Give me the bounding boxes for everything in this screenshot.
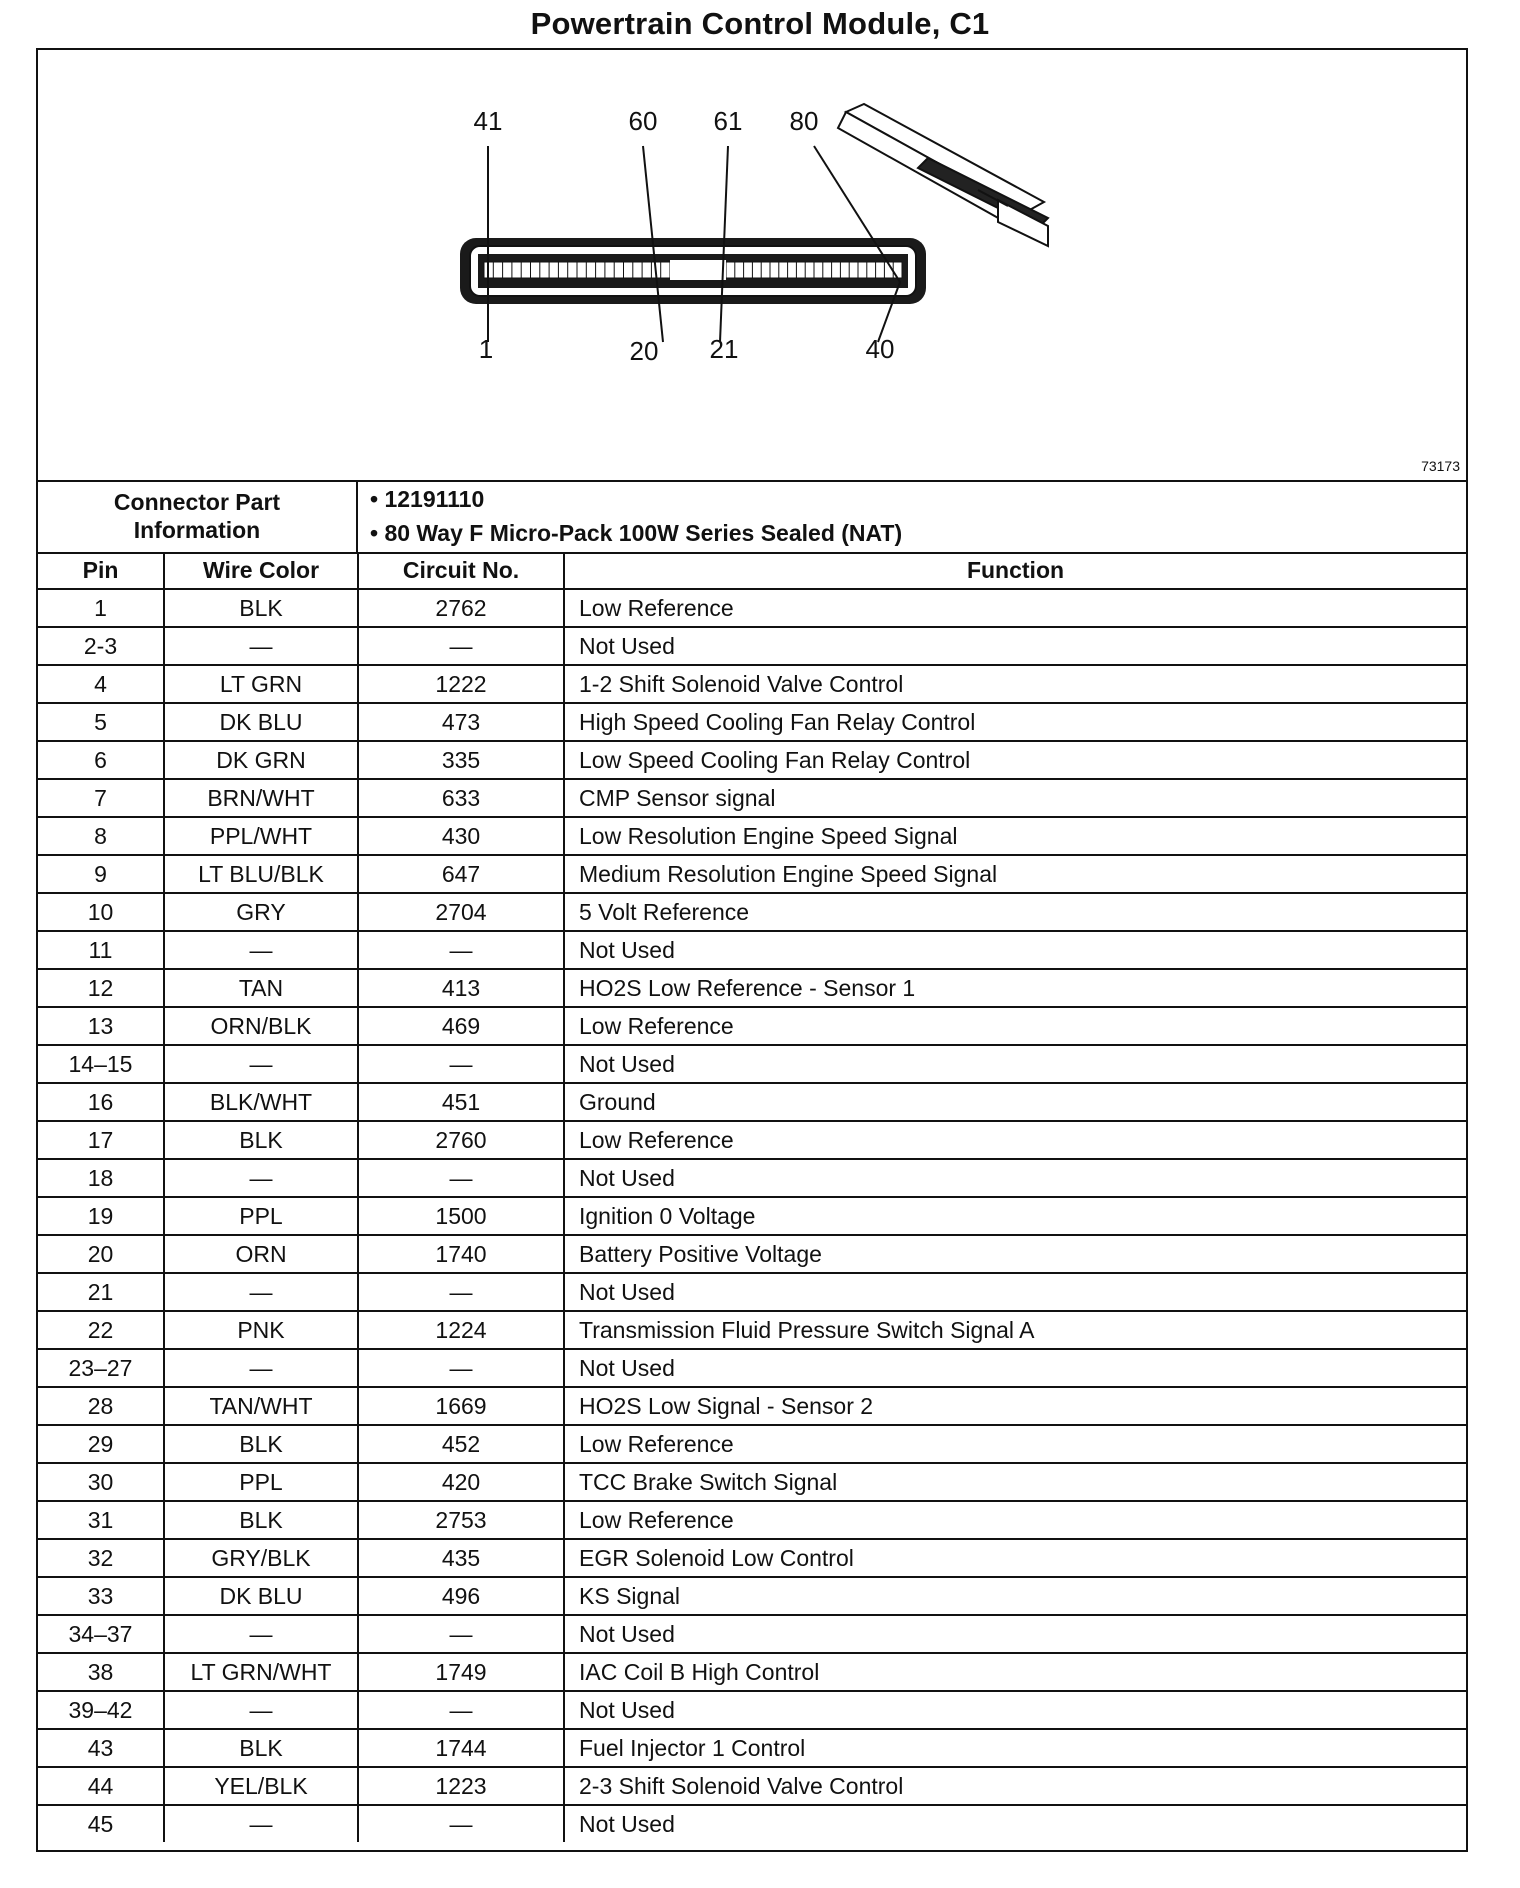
connector-key bbox=[670, 260, 726, 280]
table-row bbox=[38, 703, 1466, 741]
header-circuit-no: Circuit No. bbox=[358, 552, 564, 589]
function-cell: Low Reference bbox=[564, 1121, 1466, 1159]
table-row bbox=[38, 1691, 1466, 1729]
pin-cell: 12 bbox=[38, 969, 164, 1007]
circuit-no-cell: 1224 bbox=[358, 1311, 564, 1349]
function-cell: 2-3 Shift Solenoid Valve Control bbox=[564, 1767, 1466, 1805]
circuit-no-cell: 1744 bbox=[358, 1729, 564, 1767]
circuit-no-cell: — bbox=[358, 1349, 564, 1387]
wire-color-cell: — bbox=[164, 1805, 358, 1842]
function-cell: Not Used bbox=[564, 1273, 1466, 1311]
wire-color-cell: GRY/BLK bbox=[164, 1539, 358, 1577]
circuit-no-cell: 2753 bbox=[358, 1501, 564, 1539]
table-row bbox=[38, 1425, 1466, 1463]
wire-color-cell: — bbox=[164, 1045, 358, 1083]
table-row bbox=[38, 1235, 1466, 1273]
pin-cell: 2-3 bbox=[38, 627, 164, 665]
connector-info-list bbox=[370, 482, 902, 550]
table-row bbox=[38, 1729, 1466, 1767]
function-cell: Ignition 0 Voltage bbox=[564, 1197, 1466, 1235]
circuit-no-cell: 1223 bbox=[358, 1767, 564, 1805]
function-cell: Not Used bbox=[564, 1615, 1466, 1653]
pin-cell: 17 bbox=[38, 1121, 164, 1159]
table-row bbox=[38, 1197, 1466, 1235]
function-cell: Not Used bbox=[564, 1349, 1466, 1387]
function-cell: Not Used bbox=[564, 1691, 1466, 1729]
circuit-no-cell: 473 bbox=[358, 703, 564, 741]
pin-cell: 23–27 bbox=[38, 1349, 164, 1387]
function-cell: Not Used bbox=[564, 1045, 1466, 1083]
table-row bbox=[38, 855, 1466, 893]
table-row bbox=[38, 589, 1466, 627]
table-row bbox=[38, 1615, 1466, 1653]
pin-cell: 44 bbox=[38, 1767, 164, 1805]
pin-label-21: 21 bbox=[709, 334, 739, 364]
circuit-no-cell: — bbox=[358, 627, 564, 665]
pin-label-61: 61 bbox=[713, 106, 743, 136]
wire-color-cell: LT BLU/BLK bbox=[164, 855, 358, 893]
pin-label-80: 80 bbox=[789, 106, 819, 136]
circuit-no-cell: 469 bbox=[358, 1007, 564, 1045]
wire-color-cell: TAN/WHT bbox=[164, 1387, 358, 1425]
pin-cell: 32 bbox=[38, 1539, 164, 1577]
circuit-no-cell: 647 bbox=[358, 855, 564, 893]
pin-cell: 29 bbox=[38, 1425, 164, 1463]
pin-cell: 18 bbox=[38, 1159, 164, 1197]
function-cell: Low Reference bbox=[564, 1501, 1466, 1539]
figure-id: 73173 bbox=[1421, 458, 1460, 474]
circuit-no-cell: — bbox=[358, 1691, 564, 1729]
function-cell: Not Used bbox=[564, 931, 1466, 969]
wire-color-cell: DK BLU bbox=[164, 1577, 358, 1615]
function-cell: CMP Sensor signal bbox=[564, 779, 1466, 817]
wire-color-cell: — bbox=[164, 1615, 358, 1653]
table-row bbox=[38, 1311, 1466, 1349]
wire-color-cell: ORN bbox=[164, 1235, 358, 1273]
pin-cell: 34–37 bbox=[38, 1615, 164, 1653]
circuit-no-cell: 430 bbox=[358, 817, 564, 855]
wire-color-cell: LT GRN bbox=[164, 665, 358, 703]
table-row bbox=[38, 893, 1466, 931]
function-cell: Fuel Injector 1 Control bbox=[564, 1729, 1466, 1767]
table-row bbox=[38, 1501, 1466, 1539]
pin-cell: 1 bbox=[38, 589, 164, 627]
table-row bbox=[38, 1045, 1466, 1083]
header-wire-color: Wire Color bbox=[164, 552, 358, 589]
pin-cell: 22 bbox=[38, 1311, 164, 1349]
wire-color-cell: BLK/WHT bbox=[164, 1083, 358, 1121]
connector-diagram bbox=[38, 50, 1466, 482]
wire-color-cell: YEL/BLK bbox=[164, 1767, 358, 1805]
circuit-no-cell: — bbox=[358, 1805, 564, 1842]
table-row bbox=[38, 1007, 1466, 1045]
connector-part-info bbox=[38, 480, 1466, 554]
function-cell: IAC Coil B High Control bbox=[564, 1653, 1466, 1691]
pin-cell: 14–15 bbox=[38, 1045, 164, 1083]
function-cell: KS Signal bbox=[564, 1577, 1466, 1615]
pinout-table bbox=[38, 552, 1466, 1842]
wire-color-cell: — bbox=[164, 1273, 358, 1311]
circuit-no-cell: 435 bbox=[358, 1539, 564, 1577]
pin-cell: 45 bbox=[38, 1805, 164, 1842]
circuit-no-cell: 1500 bbox=[358, 1197, 564, 1235]
circuit-no-cell: — bbox=[358, 931, 564, 969]
header-pin: Pin bbox=[38, 552, 164, 589]
pin-cell: 10 bbox=[38, 893, 164, 931]
circuit-no-cell: 335 bbox=[358, 741, 564, 779]
pin-label-41: 41 bbox=[473, 106, 503, 136]
circuit-no-cell: 2762 bbox=[358, 589, 564, 627]
pin-cell: 11 bbox=[38, 931, 164, 969]
function-cell: Transmission Fluid Pressure Switch Signal A bbox=[564, 1311, 1466, 1349]
circuit-no-cell: 452 bbox=[358, 1425, 564, 1463]
pin-cell: 30 bbox=[38, 1463, 164, 1501]
circuit-no-cell: 1669 bbox=[358, 1387, 564, 1425]
function-cell: Ground bbox=[564, 1083, 1466, 1121]
wire-color-cell: BLK bbox=[164, 1729, 358, 1767]
wire-color-cell: LT GRN/WHT bbox=[164, 1653, 358, 1691]
circuit-no-cell: 496 bbox=[358, 1577, 564, 1615]
connector-description: • 80 Way F Micro-Pack 100W Series Sealed (NAT) bbox=[370, 516, 902, 550]
circuit-no-cell: 1222 bbox=[358, 665, 564, 703]
table-row bbox=[38, 969, 1466, 1007]
table-row bbox=[38, 1387, 1466, 1425]
pin-cell: 20 bbox=[38, 1235, 164, 1273]
wire-color-cell: ORN/BLK bbox=[164, 1007, 358, 1045]
wire-color-cell: PNK bbox=[164, 1311, 358, 1349]
wire-color-cell: — bbox=[164, 931, 358, 969]
table-row bbox=[38, 665, 1466, 703]
wire-color-cell: — bbox=[164, 1349, 358, 1387]
table-row bbox=[38, 817, 1466, 855]
pin-cell: 16 bbox=[38, 1083, 164, 1121]
wire-color-cell: PPL bbox=[164, 1463, 358, 1501]
pin-label-40: 40 bbox=[865, 334, 895, 364]
function-cell: Low Reference bbox=[564, 1425, 1466, 1463]
table-row bbox=[38, 1577, 1466, 1615]
table-row bbox=[38, 1083, 1466, 1121]
circuit-no-cell: 413 bbox=[358, 969, 564, 1007]
function-cell: High Speed Cooling Fan Relay Control bbox=[564, 703, 1466, 741]
circuit-no-cell: 1740 bbox=[358, 1235, 564, 1273]
table-row bbox=[38, 1349, 1466, 1387]
function-cell: Low Reference bbox=[564, 589, 1466, 627]
pin-cell: 9 bbox=[38, 855, 164, 893]
wire-color-cell: BRN/WHT bbox=[164, 779, 358, 817]
wire-color-cell: BLK bbox=[164, 1425, 358, 1463]
function-cell: HO2S Low Reference - Sensor 1 bbox=[564, 969, 1466, 1007]
page-title: Powertrain Control Module, C1 bbox=[530, 6, 990, 41]
table-row bbox=[38, 931, 1466, 969]
table-row bbox=[38, 1121, 1466, 1159]
function-cell: 5 Volt Reference bbox=[564, 893, 1466, 931]
wire-color-cell: BLK bbox=[164, 1501, 358, 1539]
wire-color-cell: DK GRN bbox=[164, 741, 358, 779]
function-cell: Low Reference bbox=[564, 1007, 1466, 1045]
wire-color-cell: — bbox=[164, 1159, 358, 1197]
wire-color-cell: PPL bbox=[164, 1197, 358, 1235]
pin-cell: 8 bbox=[38, 817, 164, 855]
function-cell: Not Used bbox=[564, 627, 1466, 665]
pin-cell: 31 bbox=[38, 1501, 164, 1539]
table-row bbox=[38, 1539, 1466, 1577]
function-cell: Not Used bbox=[579, 1810, 675, 1837]
pin-cell: 38 bbox=[38, 1653, 164, 1691]
circuit-no-cell: — bbox=[358, 1159, 564, 1197]
connector-frame bbox=[36, 48, 1468, 1852]
circuit-no-cell: — bbox=[358, 1273, 564, 1311]
connector-info-label-text: Connector Part Information bbox=[113, 489, 281, 543]
function-cell: Medium Resolution Engine Speed Signal bbox=[564, 855, 1466, 893]
wire-color-cell: GRY bbox=[164, 893, 358, 931]
pin-label-20: 20 bbox=[629, 336, 659, 366]
function-cell: Low Resolution Engine Speed Signal bbox=[564, 817, 1466, 855]
connector-sketch bbox=[838, 104, 1048, 246]
table-row bbox=[38, 1653, 1466, 1691]
wire-color-cell: — bbox=[164, 627, 358, 665]
wire-color-cell: BLK bbox=[164, 1121, 358, 1159]
connector-illustration bbox=[38, 50, 1466, 480]
function-cell: EGR Solenoid Low Control bbox=[564, 1539, 1466, 1577]
circuit-no-cell: 451 bbox=[358, 1083, 564, 1121]
pin-cell: 7 bbox=[38, 779, 164, 817]
pin-label-1: 1 bbox=[478, 334, 494, 364]
pin-cell: 33 bbox=[38, 1577, 164, 1615]
wire-color-cell: PPL/WHT bbox=[164, 817, 358, 855]
pin-cell: 28 bbox=[38, 1387, 164, 1425]
circuit-no-cell: 633 bbox=[358, 779, 564, 817]
wire-color-cell: — bbox=[164, 1691, 358, 1729]
wire-color-cell: BLK bbox=[164, 589, 358, 627]
function-cell: 1-2 Shift Solenoid Valve Control bbox=[564, 665, 1466, 703]
pin-cell: 39–42 bbox=[38, 1691, 164, 1729]
circuit-no-cell: 2760 bbox=[358, 1121, 564, 1159]
pinout-table-body bbox=[38, 589, 1466, 1842]
circuit-no-cell: 1749 bbox=[358, 1653, 564, 1691]
table-row bbox=[38, 627, 1466, 665]
pin-cell: 6 bbox=[38, 741, 164, 779]
connector-part-number: • 12191110 bbox=[370, 482, 902, 516]
table-row bbox=[38, 1463, 1466, 1501]
function-cell: Battery Positive Voltage bbox=[564, 1235, 1466, 1273]
function-cell: HO2S Low Signal - Sensor 2 bbox=[564, 1387, 1466, 1425]
wire-color-cell: TAN bbox=[164, 969, 358, 1007]
function-cell: Low Speed Cooling Fan Relay Control bbox=[564, 741, 1466, 779]
pinout-header-row bbox=[38, 552, 1466, 589]
circuit-no-cell: 420 bbox=[358, 1463, 564, 1501]
circuit-no-cell: — bbox=[358, 1615, 564, 1653]
table-row bbox=[38, 1159, 1466, 1197]
circuit-no-cell: 2704 bbox=[358, 893, 564, 931]
pin-cell: 21 bbox=[38, 1273, 164, 1311]
wire-color-cell: DK BLU bbox=[164, 703, 358, 741]
table-row bbox=[38, 1767, 1466, 1805]
function-cell: Not Used bbox=[564, 1159, 1466, 1197]
function-cell: TCC Brake Switch Signal bbox=[564, 1463, 1466, 1501]
pin-cell: 4 bbox=[38, 665, 164, 703]
pin-cell: 5 bbox=[38, 703, 164, 741]
header-function: Function bbox=[564, 552, 1466, 589]
circuit-no-cell: — bbox=[358, 1045, 564, 1083]
table-row bbox=[38, 1805, 1466, 1842]
pin-label-60: 60 bbox=[628, 106, 658, 136]
pin-cell: 13 bbox=[38, 1007, 164, 1045]
pin-cell: 19 bbox=[38, 1197, 164, 1235]
pin-cell: 43 bbox=[38, 1729, 164, 1767]
table-row bbox=[38, 779, 1466, 817]
table-row bbox=[38, 741, 1466, 779]
table-row bbox=[38, 1273, 1466, 1311]
connector-info-label bbox=[38, 480, 358, 552]
